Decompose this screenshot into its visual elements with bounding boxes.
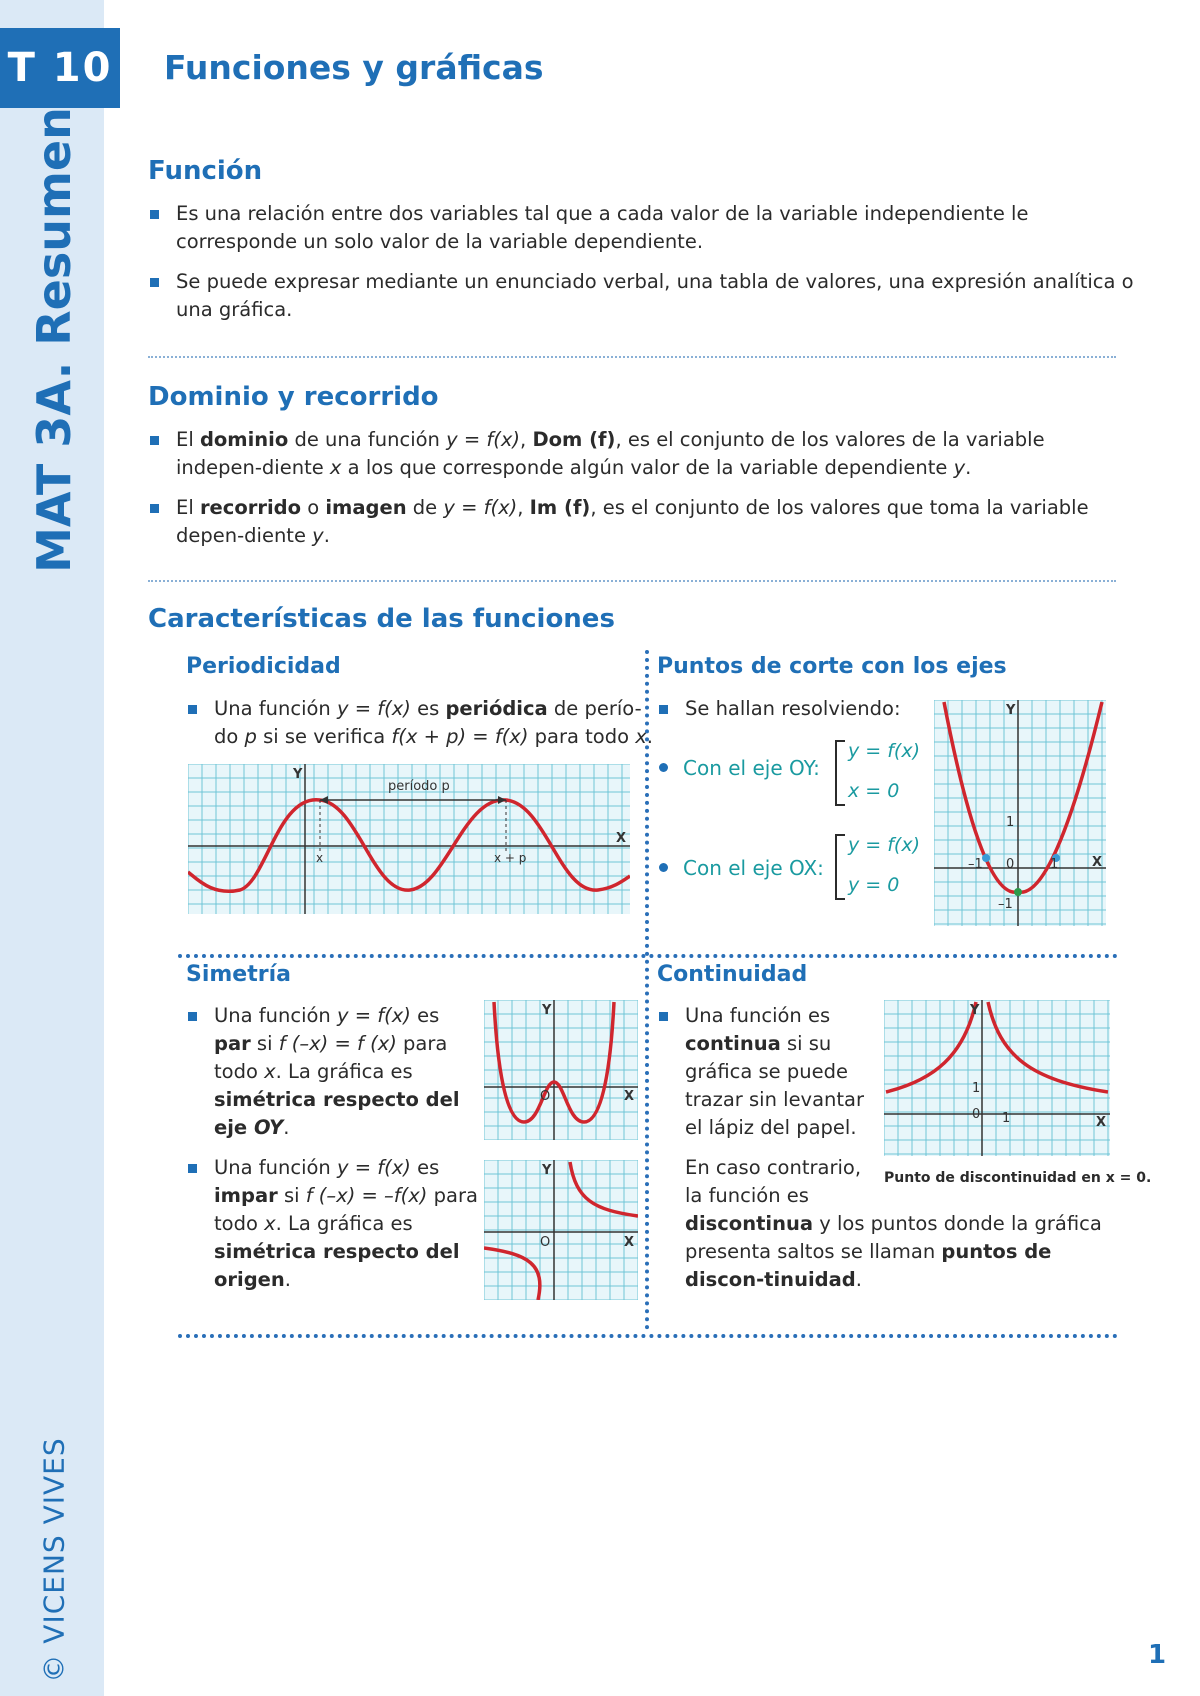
grid bbox=[484, 1160, 638, 1300]
text: Con el eje OY: bbox=[683, 756, 820, 780]
publisher bbox=[4, 1437, 104, 1683]
text: . bbox=[855, 1268, 862, 1291]
term-periodica: periódica bbox=[445, 697, 548, 720]
text: es bbox=[410, 1156, 440, 1179]
y-axis-label: Y bbox=[970, 1003, 980, 1018]
text: Con el eje OX: bbox=[683, 856, 824, 880]
separator bbox=[148, 356, 1116, 358]
puntos-intro: Se hallan resolviendo: bbox=[657, 695, 945, 723]
tick-y1: 1 bbox=[1006, 815, 1015, 830]
oy-eq-2: x = 0 bbox=[848, 780, 900, 802]
equation: y = f(x) bbox=[443, 496, 518, 519]
caracteristicas-heading: Características de las funciones bbox=[148, 604, 615, 634]
period-label: período p bbox=[388, 779, 450, 794]
brace bbox=[835, 740, 845, 806]
text: Una función es bbox=[685, 1004, 831, 1027]
equation: f (–x) = f (x) bbox=[278, 1032, 397, 1055]
dominio-bullet-1 bbox=[148, 426, 1136, 482]
equation: f(x + p) = f(x) bbox=[391, 725, 529, 748]
y-axis-label: Y bbox=[542, 1003, 552, 1018]
continuidad-bullet-1 bbox=[657, 1002, 885, 1142]
x-axis-label: X bbox=[624, 1089, 635, 1104]
tick-1: 1 bbox=[1002, 1111, 1011, 1126]
y-axis-label: Y bbox=[293, 767, 303, 782]
oy-eq-1: y = f(x) bbox=[848, 740, 921, 762]
text: , es el conjunto de los valores de la variable indepen-diente bbox=[176, 428, 1045, 479]
term-puntos-discontinuidad: puntos de discon-tinuidad bbox=[685, 1240, 1052, 1291]
y-axis-label: Y bbox=[1006, 703, 1016, 718]
equation: y = f(x) bbox=[337, 1156, 411, 1179]
text: El bbox=[176, 428, 200, 451]
text: a los que corresponde algún valor de la variable dependiente bbox=[341, 456, 954, 479]
funcion-bullet-1: Es una relación entre dos variables tal que a cada valor de la variable independiente le corresponde un solo valor de la variable dependiente. bbox=[148, 200, 1136, 256]
text: de perío-do bbox=[214, 697, 642, 748]
continuidad-text-1 bbox=[685, 1154, 875, 1210]
term-dominio: dominio bbox=[199, 428, 289, 451]
origin-label: O bbox=[540, 1089, 551, 1104]
simetria-heading: Simetría bbox=[186, 962, 291, 987]
funcion-heading: Función bbox=[148, 156, 263, 186]
variable: x bbox=[635, 725, 647, 748]
variable: p bbox=[244, 725, 257, 748]
term-recorrido: recorrido bbox=[199, 496, 302, 519]
variable: y bbox=[312, 524, 324, 547]
term-continua: continua bbox=[685, 1032, 781, 1055]
text: Una función bbox=[214, 1004, 337, 1027]
x-axis-label: X bbox=[1096, 1115, 1107, 1130]
brace bbox=[835, 834, 845, 900]
text: , bbox=[517, 496, 530, 519]
text: y los puntos donde la gráfica presenta saltos se llaman bbox=[685, 1212, 1102, 1263]
term-discontinua: discontinua bbox=[685, 1212, 814, 1235]
y-axis-label: Y bbox=[542, 1163, 552, 1178]
vertical-title bbox=[4, 107, 104, 573]
continuidad-heading: Continuidad bbox=[657, 962, 808, 987]
even-function-graph bbox=[484, 1000, 638, 1140]
vertical-title-text: MAT 3A. Resumen bbox=[27, 107, 81, 573]
text: . bbox=[323, 524, 330, 547]
text: . bbox=[283, 1116, 290, 1139]
term-simetrica-origen: simétrica respecto del origen bbox=[214, 1240, 460, 1291]
term-dom: Dom (f) bbox=[532, 428, 616, 451]
x-intercept-point bbox=[982, 854, 990, 862]
text: si se verifica bbox=[256, 725, 392, 748]
simetria-par-bullet bbox=[186, 1002, 482, 1142]
tick-neg1: –1 bbox=[968, 857, 983, 872]
text: . La gráfica es bbox=[275, 1212, 413, 1235]
dominio-bullet-2 bbox=[148, 494, 1136, 550]
term-im: Im (f) bbox=[529, 496, 591, 519]
text: es bbox=[410, 697, 446, 720]
puntos-heading: Puntos de corte con los ejes bbox=[657, 654, 1007, 679]
axis-oy: OY bbox=[253, 1116, 284, 1139]
origin-label: O bbox=[540, 1235, 551, 1250]
text: . La gráfica es bbox=[275, 1060, 413, 1083]
tick-zero: 0 bbox=[972, 1107, 981, 1122]
text: . bbox=[965, 456, 972, 479]
term-imagen: imagen bbox=[325, 496, 407, 519]
text: si bbox=[250, 1032, 279, 1055]
text: de bbox=[406, 496, 444, 519]
text: En caso contrario, la función es bbox=[685, 1156, 862, 1207]
grid-background bbox=[884, 1000, 1110, 1156]
term-par: par bbox=[214, 1032, 251, 1055]
discontinuity-caption: Punto de discontinuidad en x = 0. bbox=[884, 1170, 1152, 1186]
equation: y = f(x) bbox=[337, 697, 411, 720]
y-intercept-point bbox=[1014, 888, 1022, 896]
equation: y = f(x) bbox=[337, 1004, 411, 1027]
text: es bbox=[410, 1004, 440, 1027]
row-separator bbox=[178, 954, 1118, 958]
equation: y = f(x) bbox=[446, 428, 521, 451]
text: , bbox=[520, 428, 533, 451]
page-number: 1 bbox=[1148, 1640, 1167, 1670]
page-title: Funciones y gráficas bbox=[164, 48, 544, 87]
periodicidad-heading: Periodicidad bbox=[186, 654, 341, 679]
text: , es el conjunto de los valores que toma la variable depen-diente bbox=[176, 496, 1089, 547]
xp-tick-label: x + p bbox=[494, 851, 527, 865]
equation: f (–x) = –f(x) bbox=[305, 1184, 428, 1207]
tick-zero: 0 bbox=[1006, 857, 1015, 872]
text: si su gráfica se puede trazar sin levantar el lápiz del papel. bbox=[685, 1032, 865, 1139]
x-tick-label: x bbox=[316, 851, 324, 865]
ox-eq-1: y = f(x) bbox=[848, 834, 921, 856]
variable: x bbox=[264, 1212, 276, 1235]
grid bbox=[884, 1000, 1110, 1156]
text: para todo bbox=[528, 725, 636, 748]
text: Una función bbox=[214, 697, 337, 720]
term-simetrica-oy: simétrica respecto del eje bbox=[214, 1088, 460, 1139]
funcion-bullet-2: Se puede expresar mediante un enunciado verbal, una tabla de valores, una expresión analítica o una gráfica. bbox=[148, 268, 1136, 324]
text: si bbox=[277, 1184, 306, 1207]
tick-yneg1: –1 bbox=[998, 897, 1013, 912]
text: . bbox=[284, 1268, 291, 1291]
variable: x bbox=[329, 456, 342, 479]
x-axis-label: X bbox=[624, 1235, 635, 1250]
ox-label bbox=[655, 854, 824, 882]
separator bbox=[148, 580, 1116, 582]
x-axis-label: X bbox=[1092, 855, 1103, 870]
text: . bbox=[646, 725, 653, 748]
term-impar: impar bbox=[214, 1184, 278, 1207]
text: para todo bbox=[214, 1184, 478, 1235]
intercepts-graph bbox=[934, 700, 1106, 926]
ox-eq-2: y = 0 bbox=[848, 874, 900, 896]
odd-function-graph bbox=[484, 1160, 638, 1300]
text: para todo bbox=[214, 1032, 448, 1083]
simetria-impar-bullet bbox=[186, 1154, 482, 1294]
periodicity-graph bbox=[188, 764, 630, 914]
column-separator bbox=[645, 650, 649, 1330]
variable: y bbox=[953, 456, 966, 479]
oy-label bbox=[655, 754, 820, 782]
text: Una función bbox=[214, 1156, 337, 1179]
grid bbox=[484, 1000, 638, 1140]
chapter-tab: T 10 bbox=[0, 28, 120, 108]
text: de una función bbox=[288, 428, 447, 451]
bottom-separator bbox=[178, 1334, 1118, 1338]
continuidad-text-2 bbox=[685, 1210, 1125, 1294]
text: El bbox=[176, 496, 200, 519]
tick-y1: 1 bbox=[972, 1081, 981, 1096]
discontinuity-graph bbox=[884, 1000, 1110, 1156]
publisher-text: © VICENS VIVES bbox=[37, 1437, 71, 1683]
tick-1: 1 bbox=[1050, 857, 1059, 872]
text: o bbox=[301, 496, 326, 519]
x-axis-label: X bbox=[616, 831, 627, 846]
dominio-heading: Dominio y recorrido bbox=[148, 382, 439, 412]
periodicidad-bullet bbox=[186, 695, 654, 751]
variable: x bbox=[264, 1060, 276, 1083]
